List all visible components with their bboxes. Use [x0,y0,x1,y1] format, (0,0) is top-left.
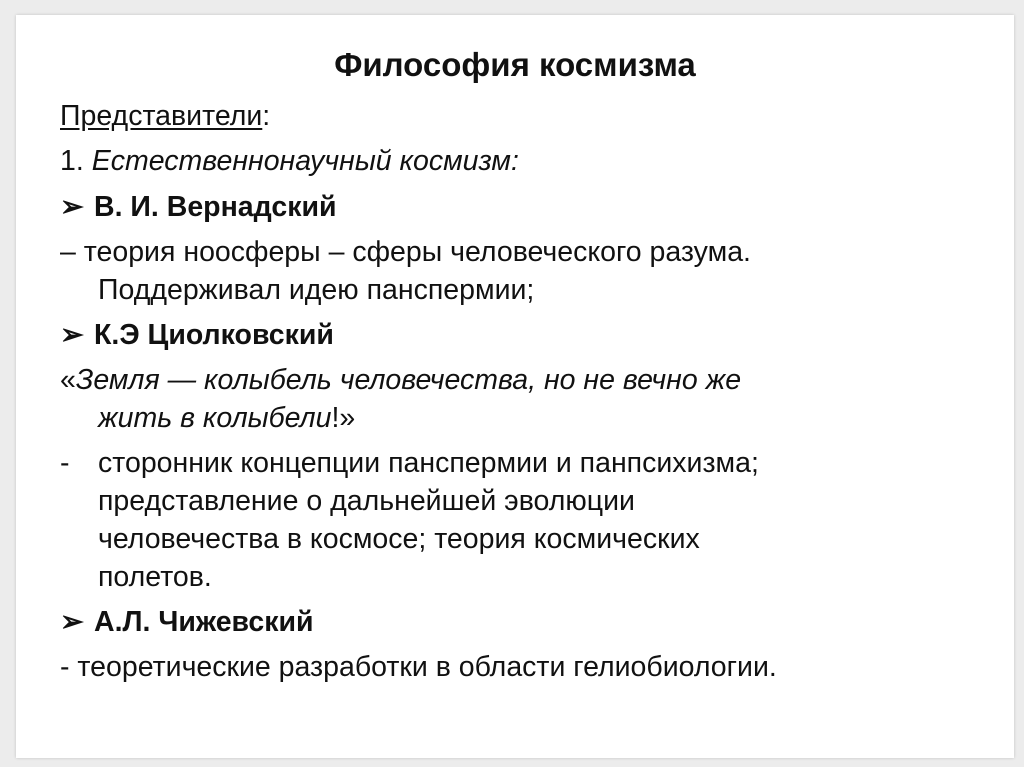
dash-bullet: - [60,447,70,479]
person-name: В. И. Вернадский [94,191,337,223]
person-heading-tsiolkovsky [60,317,334,353]
quote-close-mark: !» [331,402,356,434]
person-text-line: сторонник концепции панспермии и панпсихизма; [98,447,759,479]
representatives-colon: : [262,100,271,132]
quote-text: жить в колыбели [98,402,332,434]
representatives-heading [60,98,270,134]
person-text-line: человечества в космосе; теория космических [98,523,700,555]
representatives-label: Представители [60,100,263,132]
person-name: А.Л. Чижевский [94,606,314,638]
section-number: 1. [60,145,84,177]
person-text-line: - теоретические разработки в области гелиобиологии. [60,651,777,683]
slide [16,15,1014,758]
quote-line [60,362,741,398]
person-heading-vernadsky [60,189,337,225]
arrow-bullet-icon: ➢ [60,191,84,223]
person-text-line: полетов. [98,561,212,593]
person-text-line: Поддерживал идею панспермии; [98,274,535,306]
person-text-line: представление о дальнейшей эволюции [98,485,635,517]
quote-open-mark: « [60,364,76,396]
arrow-bullet-icon: ➢ [60,319,84,351]
person-heading-chizhevsky [60,604,314,640]
quote-text: Земля — колыбель человечества, но не вечно же [75,364,742,396]
slide-title: Философия космизма [334,46,696,83]
quote-line [98,400,355,436]
section-natural-cosmism [60,143,519,179]
person-text-line: – теория ноосферы – сферы человеческого разума. [60,236,751,268]
section-label: Естественнонаучный космизм: [91,145,519,177]
person-name: К.Э Циолковский [94,319,334,351]
arrow-bullet-icon: ➢ [60,606,84,638]
